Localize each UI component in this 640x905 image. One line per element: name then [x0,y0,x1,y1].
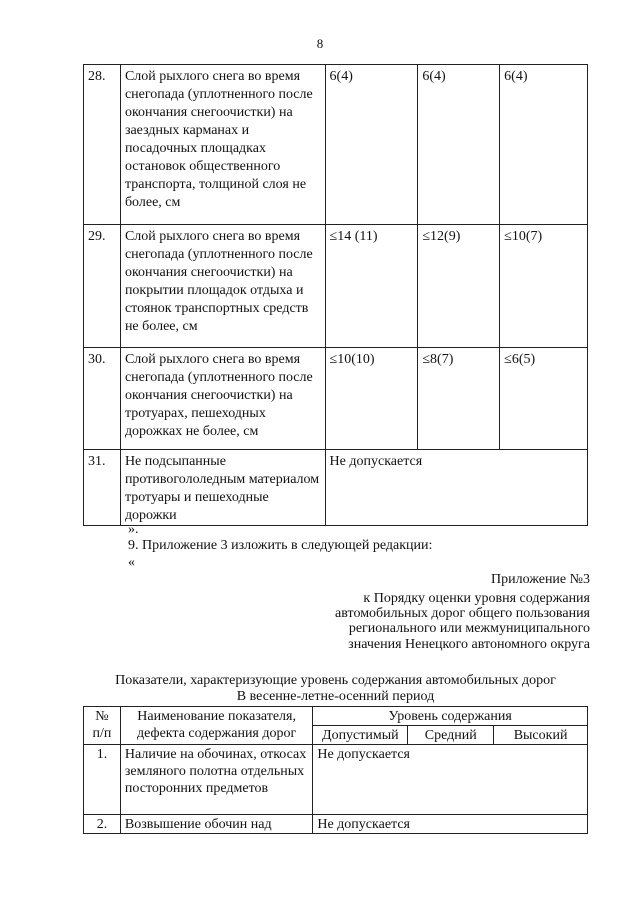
appendix-line: регионального или межмуниципального [348,621,590,636]
level-high: ≤6(5) [500,348,588,450]
level-medium: ≤8(7) [418,348,500,450]
table-row [84,348,588,450]
row-number: 29. [84,225,121,348]
indicator-name: Не подсыпанные противогололедным материалом тротуары и пешеходные дорожки [120,450,325,526]
level-medium: 6(4) [418,65,500,225]
appendix-line: автомобильных дорог общего пользования [335,606,590,621]
indicator-name: Слой рыхлого снега во время снегопада (уплотненного после окончания снегоочистки) на тротуарах, пешеходных дорожках не более, см [120,348,325,450]
level-high: ≤10(7) [500,225,588,348]
appendix-title: Приложение №3 [491,572,590,587]
level-acceptable: ≤10(10) [325,348,418,450]
header-high: Высокий [494,726,588,745]
amendment-item-9: 9. Приложение 3 изложить в следующей редакции: [128,538,433,553]
indicator-name: Слой рыхлого снега во время снегопада (уплотненного после окончания снегоочистки) на заездных карманах и посадочных площадках остановок общественного транспорта, толщиной слоя не более, см [120,65,325,225]
level-merged: Не допускается [313,815,588,834]
table-row [84,745,588,815]
header-level: Уровень содержания [313,707,588,726]
table-header-row [84,707,588,726]
section-subheading: В весенне-летне-осенний период [236,689,435,704]
appendix-line: к Порядку оценки уровня содержания [363,591,590,606]
summer-indicators-table [83,706,588,834]
level-acceptable: ≤14 (11) [325,225,418,348]
opening-quote: « [128,555,135,570]
header-num: № п/п [84,707,121,745]
indicator-name: Слой рыхлого снега во время снегопада (уплотненного после окончания снегоочистки) на покрытии площадок отдыха и стоянок транспортных средств не более, см [120,225,325,348]
table-row [84,450,588,526]
table-row [84,65,588,225]
level-medium: ≤12(9) [418,225,500,348]
level-merged: Не допускается [325,450,587,526]
row-number: 31. [84,450,121,526]
indicator-name: Возвышение обочин над [120,815,312,834]
level-acceptable: 6(4) [325,65,418,225]
level-high: 6(4) [500,65,588,225]
row-number: 1. [84,745,121,815]
section-heading: Показатели, характеризующие уровень содержания автомобильных дорог [115,673,556,688]
row-number: 2. [84,815,121,834]
level-merged: Не допускается [313,745,588,815]
header-acceptable: Допустимый [313,726,408,745]
page-number: 8 [316,36,324,51]
row-number: 30. [84,348,121,450]
header-medium: Средний [408,726,494,745]
row-number: 28. [84,65,121,225]
indicator-name: Наличие на обочинах, откосах земляного полотна отдельных посторонних предметов [120,745,312,815]
appendix-line: значения Ненецкого автономного округа [348,637,590,652]
table-row [84,815,588,834]
snow-layer-table [83,64,588,526]
header-name: Наименование показателя, дефекта содержания дорог [120,707,312,745]
table-row [84,225,588,348]
closing-quote: ». [128,522,139,537]
